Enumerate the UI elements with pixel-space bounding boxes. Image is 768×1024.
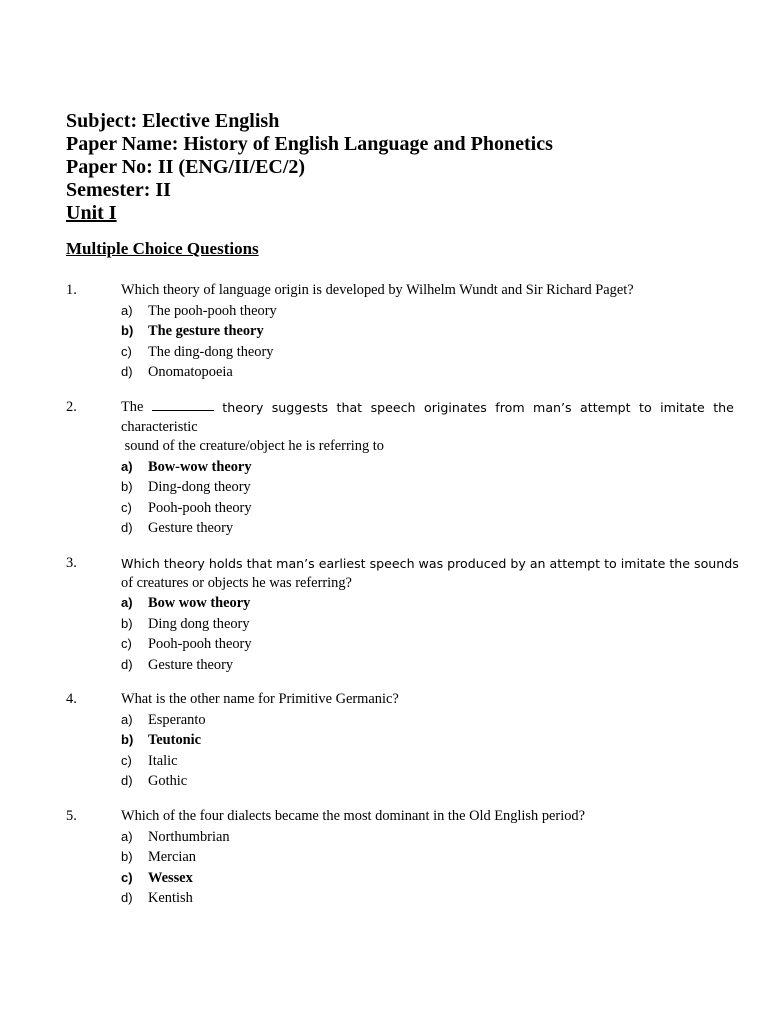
question-word: theory <box>222 400 264 415</box>
option-text: Bow-wow theory <box>148 458 252 475</box>
question-text-line-1 <box>121 398 734 418</box>
option-text: Wessex <box>148 869 193 886</box>
question-word: imitate <box>660 400 705 415</box>
question-number: 5. <box>66 808 77 824</box>
option-text: Gesture theory <box>148 520 234 536</box>
question-word: that <box>336 400 363 415</box>
option-b-correct <box>121 730 734 751</box>
option-c <box>121 342 734 363</box>
option-letter: b) <box>121 615 133 631</box>
option-letter: d) <box>121 890 133 905</box>
question-word: The <box>121 399 144 415</box>
question-text: Which theory of language origin is developed by Wilhelm Wundt and Sir Richard Paget? <box>121 282 634 298</box>
option-c <box>121 751 734 772</box>
option-text: Esperanto <box>148 711 206 728</box>
subject-line: Subject: Elective English <box>66 110 280 132</box>
option-d <box>121 771 734 792</box>
question-text: Which of the four dialects became the most dominant in the Old English period? <box>121 808 585 824</box>
question-number: 1. <box>66 282 77 298</box>
option-c <box>121 634 734 655</box>
option-a <box>121 710 734 731</box>
question-5 <box>66 807 734 909</box>
option-d <box>121 655 734 676</box>
option-text: Italic <box>148 752 178 769</box>
option-c <box>121 498 734 519</box>
question-number: 3. <box>66 555 77 571</box>
option-letter: c) <box>121 752 132 768</box>
question-text-line-2: of creatures or objects he was referring? <box>121 574 352 591</box>
option-letter: b) <box>121 323 134 338</box>
option-letter: d) <box>121 520 133 535</box>
question-text-line-1: Which theory holds that man’s earliest speech was produced by an attempt to imitate the sounds <box>121 556 739 571</box>
option-letter: c) <box>121 636 132 651</box>
option-letter: d) <box>121 656 133 672</box>
question-word: man’s <box>533 400 572 415</box>
question-4 <box>66 690 734 792</box>
semester-line: Semester: II <box>66 179 171 201</box>
option-d <box>121 362 734 383</box>
option-b <box>121 614 734 635</box>
option-text: The pooh-pooh theory <box>148 302 277 319</box>
option-letter: d) <box>121 773 133 788</box>
question-number: 2. <box>66 399 77 415</box>
option-text: Pooh-pooh theory <box>148 636 252 652</box>
option-letter: c) <box>121 343 132 359</box>
paper-no-line: Paper No: II (ENG/II/EC/2) <box>66 156 306 178</box>
question-1 <box>66 281 734 383</box>
option-letter: c) <box>121 499 132 515</box>
question-text-line-2: characteristic <box>121 418 198 435</box>
unit-line: Unit I <box>66 202 117 224</box>
option-letter: b) <box>121 732 134 747</box>
option-b-correct <box>121 321 734 342</box>
option-letter: a) <box>121 302 133 318</box>
option-d <box>121 888 734 909</box>
option-text: Kentish <box>148 890 193 906</box>
option-letter: d) <box>121 364 133 379</box>
option-a <box>121 301 734 322</box>
option-letter: b) <box>121 479 133 494</box>
option-text: Teutonic <box>148 732 202 748</box>
option-a-correct <box>121 457 734 478</box>
option-b <box>121 477 734 498</box>
option-letter: a) <box>121 711 133 727</box>
option-letter: a) <box>121 828 133 844</box>
option-text: Pooh-pooh theory <box>148 499 252 516</box>
option-text: Ding dong theory <box>148 615 250 632</box>
option-letter: c) <box>121 869 133 885</box>
question-text-line-3: sound of the creature/object he is referring to <box>121 438 384 454</box>
option-c-correct <box>121 868 734 889</box>
option-text: Gothic <box>148 773 188 789</box>
paper-name-line: Paper Name: History of English Language and Phonetics <box>66 133 553 155</box>
question-text: What is the other name for Primitive Germanic? <box>121 691 399 707</box>
question-word: originates <box>424 400 487 415</box>
option-letter: a) <box>121 458 133 474</box>
question-number: 4. <box>66 691 77 707</box>
option-text: Northumbrian <box>148 828 230 845</box>
option-d <box>121 518 734 539</box>
document-header <box>66 110 746 225</box>
section-title: Multiple Choice Questions <box>66 239 259 258</box>
option-a <box>121 827 734 848</box>
option-text: The gesture theory <box>148 323 264 339</box>
option-text: Ding-dong theory <box>148 479 251 495</box>
question-word: from <box>495 400 525 415</box>
option-a-correct <box>121 593 734 614</box>
question-word: suggests <box>271 400 329 415</box>
option-text: The ding-dong theory <box>148 343 274 360</box>
option-text: Mercian <box>148 849 196 865</box>
question-word: attempt <box>580 400 631 415</box>
question-3 <box>66 554 739 675</box>
option-letter: b) <box>121 849 133 864</box>
option-text: Bow wow theory <box>148 595 251 611</box>
option-b <box>121 847 734 868</box>
fill-in-blank <box>152 398 214 411</box>
question-word: to <box>639 400 652 415</box>
question-2 <box>66 398 734 539</box>
question-word: speech <box>370 400 416 415</box>
option-text: Gesture theory <box>148 656 234 673</box>
question-word: the <box>713 400 734 415</box>
option-text: Onomatopoeia <box>148 364 233 380</box>
option-letter: a) <box>121 595 133 610</box>
